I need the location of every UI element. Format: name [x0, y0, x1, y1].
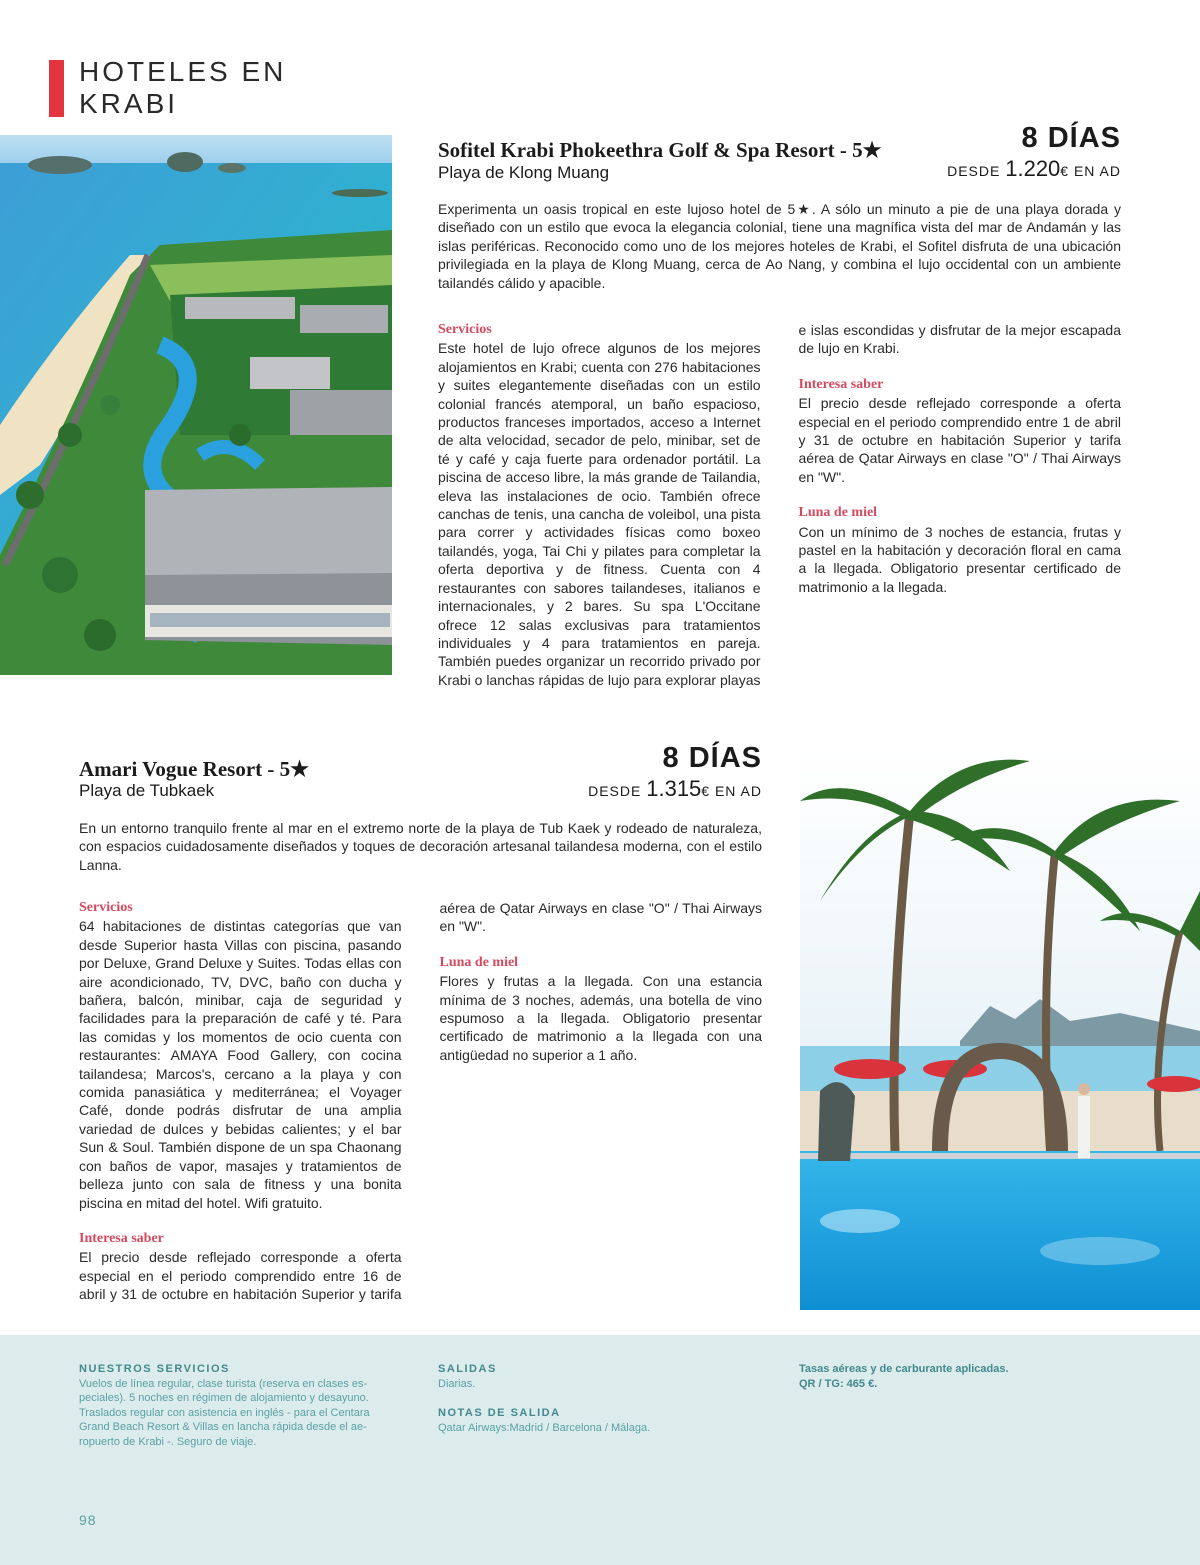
section-accent-bar [49, 60, 64, 117]
hotel2-price-prefix: DESDE [588, 783, 642, 799]
footer-salidas-title: SALIDAS [438, 1363, 497, 1375]
footer-salidas [438, 1362, 758, 1435]
hotel2-servicios-text: 64 habitaciones de distintas categorías que van desde Superior hasta Villas con piscina, pasando por Deluxe, Grand Deluxe y Suites. Todas ellas con aire acondicionado, TV, DVC, baño con ducha y bañera, balcón, minibar, caja de seguridad y facilidades para la preparación de café y té. Para las comidas y los momentos de ocio cuenta con restaurantes: AMAYA Food Gallery, con cocina tailandesa; Marcos's, cercano a la playa y con comida panasiática y mediterránea; el Voyager Café, donde podrás disfrutar de una amplia variedad de dulces y bebidas calientes; y el bar Sun & Soul. También dispone de un spa Chaonang con baños de vapor, masajes y tratamientos de belleza junto con sala de fitness y una bonita piscina en mitad del hotel. Wifi gratuito. [79, 918, 402, 1211]
footer-servicios-line1: Vuelos de línea regular, clase turista (reserva en clases es- [79, 1377, 368, 1390]
page-number: 98 [79, 1512, 97, 1528]
section-title-line2: KRABI [79, 88, 179, 119]
hotel1-name: Sofitel Krabi Phokeethra Golf & Spa Resort - 5★ [438, 138, 882, 162]
hotel2-servicios-title: Servicios [79, 900, 133, 915]
footer-tasas-line2: QR / TG: 465 €. [799, 1377, 878, 1390]
footer-servicios [79, 1362, 409, 1449]
hotel1-servicios-title: Servicios [438, 322, 492, 337]
hotel2-price-amount: 1.315 [646, 776, 702, 801]
hotel1-location: Playa de Klong Muang [438, 163, 610, 182]
footer-servicios-line5: ropuerto de Krabi -. Seguro de viaje. [79, 1435, 257, 1448]
hotel2-interesa-title: Interesa saber [79, 1230, 164, 1246]
hotel2-luna-title: Luna de miel [439, 954, 519, 970]
footer-servicios-line3: Traslados regular con asistencia en inglés - para el Centara [79, 1406, 370, 1419]
hotel1-price-amount: 1.220 [1005, 156, 1061, 181]
hotel2-interesa-text: El precio desde reflejado corresponde a oferta especial en el periodo comprendido entre 16 de abril y 31 de octubre en habitación Superior y tarifa aérea de Qatar Airways en clase "O" / Thai Airways en "W". [79, 900, 762, 1303]
pool-palms-photo [800, 751, 1200, 1310]
hotel1-price-prefix: DESDE [947, 163, 1001, 179]
section-title [79, 56, 286, 120]
footer-notas-title: NOTAS DE SALIDA [438, 1407, 561, 1419]
hotel1-interesa-text: El precio desde reflejado corresponde a oferta especial en el periodo comprendido entre 1 de abril y 31 de octubre en habitación Superior y tarifa aérea de Qatar Airways en clase "O" / Thai Airways en "W". [798, 395, 1121, 485]
hotel1-luna-text: Con un mínimo de 3 noches de estancia, frutas y pastel en la habitación y decoración floral en cama a la llegada. Obligatorio presentar certificado de matrimonio a la llegada. [798, 523, 1121, 595]
footer-salidas-text: Diarias. [438, 1377, 476, 1390]
hotel2-price [588, 776, 762, 802]
hotel1-days: 8 DÍAS [1021, 122, 1121, 154]
hotel2-luna-text: Flores y frutas a la llegada. Con una estancia mínima de 3 noches, además, una botella de vino espumoso a la llegada. Obligatorio presentar certificado de matrimonio a la llegada con una antigüedad no superior a 1 año. [439, 973, 762, 1063]
hotel2-days: 8 DÍAS [662, 742, 762, 774]
footer-servicios-line4: Grand Beach Resort & Villas en lancha rápida desde el ae- [79, 1421, 367, 1433]
hotel2-location: Playa de Tubkaek [79, 781, 215, 800]
hotel2-price-suffix: € EN AD [701, 783, 762, 799]
footer-servicios-title: NUESTROS SERVICIOS [79, 1363, 230, 1375]
hotel1-details [438, 321, 1121, 691]
hotel1-interesa-title: Interesa saber [798, 376, 884, 392]
resort-aerial-photo [0, 135, 392, 675]
hotel1-price [947, 156, 1121, 182]
footer-tasas [799, 1362, 1129, 1391]
hotel1-price-suffix: € EN AD [1060, 163, 1121, 179]
footer-notas-text: Qatar Airways:Madrid / Barcelona / Málaga. [438, 1421, 651, 1434]
hotel1-intro: Experimenta un oasis tropical en este lujoso hotel de 5★. A sólo un minuto a pie de una playa dorada y diseñado con un estilo que evoca la elegancia colonial, tiene una magnífica vista del mar de Andamán y las islas periféricas. Reconocido como uno de los mejores hoteles de Krabi, el Sofitel disfruta de una ubicación privilegiada en la playa de Klong Muang, cerca de Ao Nang, y combina el lujo occidental con un ambiente tailandés cálido y apacible. [438, 201, 1121, 291]
hotel2-name: Amari Vogue Resort - 5★ [79, 757, 309, 781]
hotel1-servicios-text: Este hotel de lujo ofrece algunos de los mejores alojamientos en Krabi; cuenta con 276 habitaciones y suites elegantemente diseñadas con un estilo colonial francés atemporal, un baño espacioso, productos franceses importados, acceso a Internet de alta velocidad, secador de pelo, minibar, set de té y café y caja fuerte para ordenador portátil. La piscina de acceso libre, la más grande de Tailandia, eleva las instalaciones de ocio. También ofrece canchas de tenis, una cancha de voleibol, una pista para correr y actividades físicas como boxeo tailandés, yoga, Tai Chi y pilates para completar la oferta deportiva y de fitness. Cuenta con 4 restaurantes con sabores tailandeses, italianos e internacionales, y 2 bares. Su spa L'Occitane ofrece 12 salas exclusivas para tratamientos individuales y 4 para tratamientos en pareja. También puedes organizar un recorrido privado por Krabi o lanchas rápidas de lujo para explorar playas e islas escondidas y disfrutar de la mejor escapada de lujo en Krabi. [438, 322, 1121, 688]
hotel1-luna-title: Luna de miel [798, 505, 878, 521]
footer-tasas-line1: Tasas aéreas y de carburante aplicadas. [799, 1363, 1009, 1375]
section-title-line1: HOTELES EN [79, 56, 287, 87]
hotel2-intro: En un entorno tranquilo frente al mar en el extremo norte de la playa de Tub Kaek y rodeado de naturaleza, con espacios cuidadosamente diseñados y toques de decoración artesanal tailandesa moderna, con el estilo Lanna. [79, 820, 762, 873]
footer-servicios-line2: peciales). 5 noches en régimen de alojamiento y desayuno. [79, 1392, 369, 1404]
hotel2-details [79, 899, 762, 1309]
